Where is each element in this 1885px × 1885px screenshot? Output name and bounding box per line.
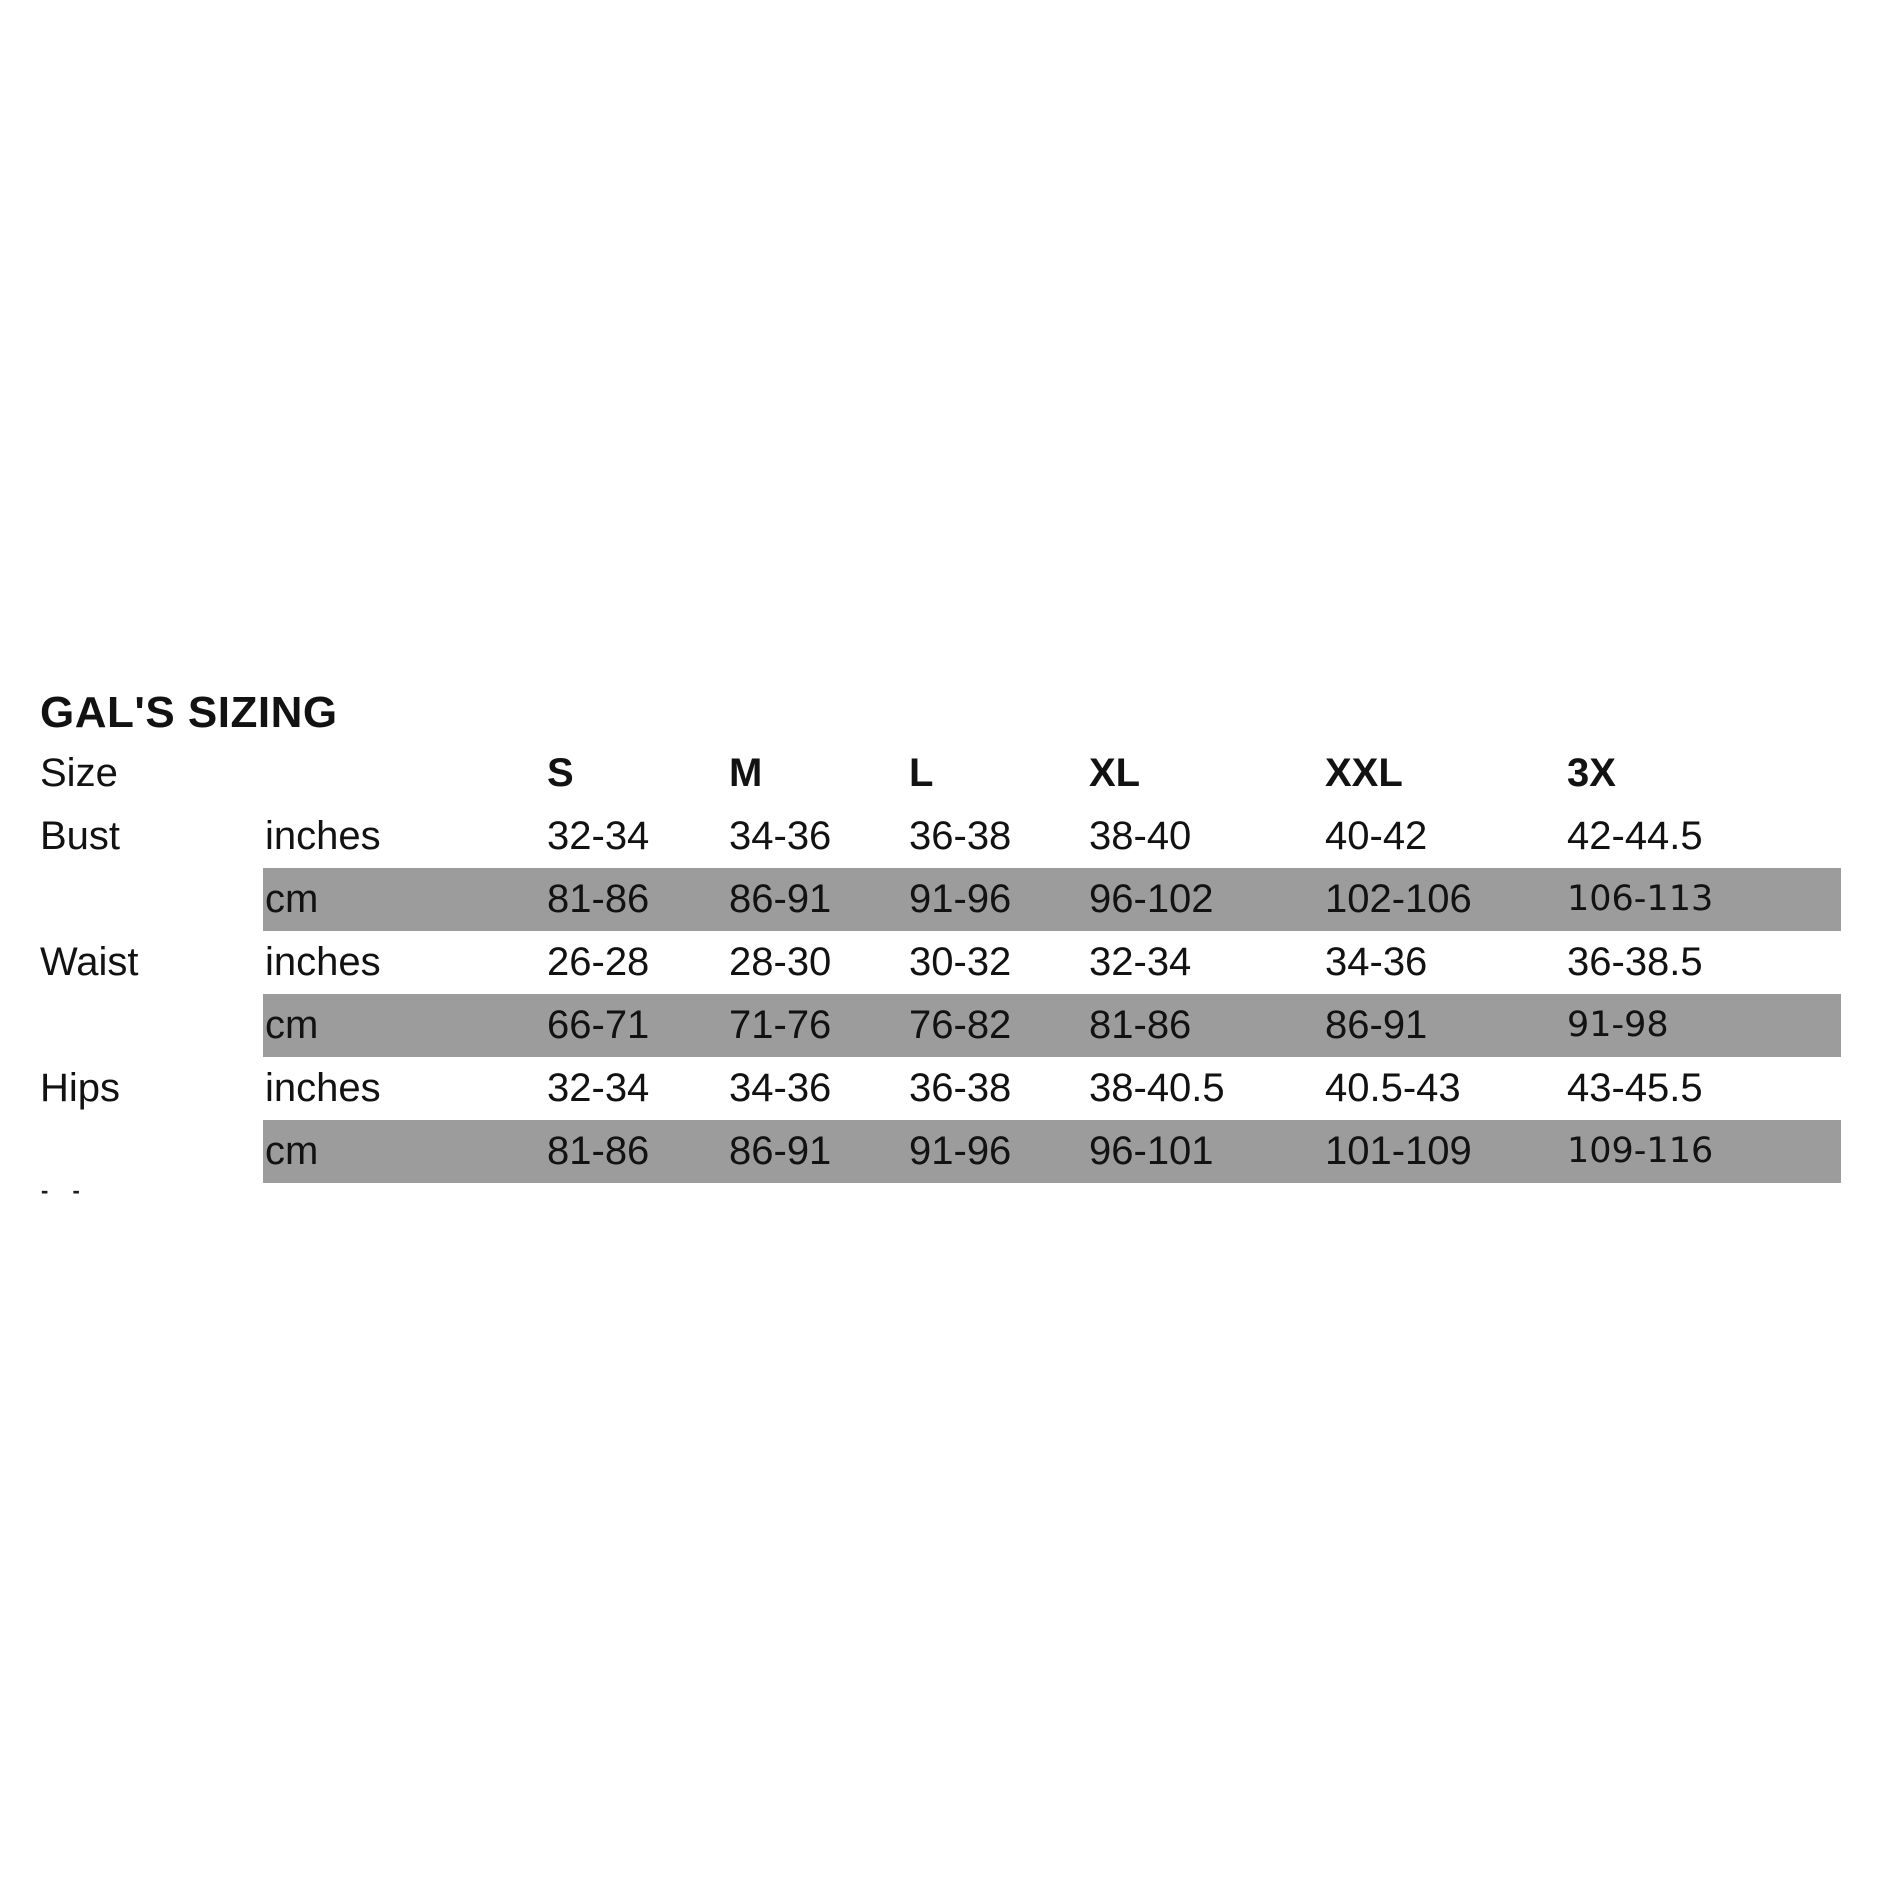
size-value-cell: 40.5-43: [1325, 1066, 1461, 1110]
size-value-cell: 76-82: [907, 994, 1087, 1057]
sizing-table: [0, 684, 1841, 1183]
size-value-cell: 26-28: [547, 940, 650, 984]
size-value-cell: 36-38: [909, 1066, 1012, 1110]
column-header-m: M: [729, 751, 763, 795]
size-value-cell: 34-36: [729, 814, 832, 858]
clipped-text-fragment: - -: [41, 1178, 89, 1200]
size-value-cell: 106-113: [1565, 868, 1841, 931]
size-value-cell: 86-91: [1323, 994, 1565, 1057]
size-value-cell: 32-34: [1089, 940, 1192, 984]
size-value-cell: 109-116: [1565, 1120, 1841, 1183]
table-row-bust-cm: [0, 868, 1841, 931]
row-label: Waist: [40, 940, 139, 984]
size-value-cell: 38-40: [1089, 814, 1192, 858]
column-header-l: L: [909, 751, 934, 795]
size-value-cell: 30-32: [909, 940, 1012, 984]
row-label: [0, 1120, 263, 1183]
row-label: [0, 868, 263, 931]
table-row-waist-cm: [0, 994, 1841, 1057]
size-value-cell: 40-42: [1325, 814, 1428, 858]
column-header-xxl: XXL: [1325, 751, 1403, 795]
size-value-cell: 36-38.5: [1567, 940, 1703, 984]
row-label: [0, 994, 263, 1057]
size-value-cell: 34-36: [1325, 940, 1428, 984]
size-value-cell: 101-109: [1323, 1120, 1565, 1183]
column-header-3x: 3X: [1567, 751, 1616, 795]
size-value-cell: 34-36: [729, 1066, 832, 1110]
table-row-bust-inches: [0, 805, 1841, 868]
page-title: GAL'S SIZING: [40, 688, 338, 737]
column-header-s: S: [547, 751, 574, 795]
row-label: Bust: [40, 814, 121, 858]
size-value-cell: 32-34: [547, 1066, 650, 1110]
row-label: Hips: [40, 1066, 121, 1110]
column-header-xl: XL: [1089, 751, 1141, 795]
size-value-cell: 86-91: [727, 1120, 907, 1183]
size-header-label: Size: [40, 751, 118, 795]
size-value-cell: 81-86: [1087, 994, 1323, 1057]
unit-label: inches: [265, 940, 381, 984]
unit-label: inches: [265, 1066, 381, 1110]
size-value-cell: 86-91: [727, 868, 907, 931]
size-value-cell: 81-86: [545, 868, 727, 931]
table-row-hips-inches: [0, 1057, 1841, 1120]
size-value-cell: 43-45.5: [1567, 1066, 1703, 1110]
table-row-waist-inches: [0, 931, 1841, 994]
size-value-cell: 42-44.5: [1567, 814, 1703, 858]
size-value-cell: 28-30: [729, 940, 832, 984]
size-value-cell: 71-76: [727, 994, 907, 1057]
size-value-cell: 66-71: [545, 994, 727, 1057]
size-value-cell: 32-34: [547, 814, 650, 858]
unit-header-cell: [263, 742, 545, 805]
size-value-cell: 91-98: [1565, 994, 1841, 1057]
unit-label: cm: [263, 868, 545, 931]
size-value-cell: 38-40.5: [1089, 1066, 1225, 1110]
unit-label: cm: [263, 994, 545, 1057]
size-value-cell: 96-102: [1087, 868, 1323, 931]
size-value-cell: 36-38: [909, 814, 1012, 858]
table-header-row: [0, 742, 1841, 805]
unit-label: inches: [265, 814, 381, 858]
size-value-cell: 81-86: [545, 1120, 727, 1183]
size-value-cell: 91-96: [907, 1120, 1087, 1183]
table-row-hips-cm: [0, 1120, 1841, 1183]
size-value-cell: 102-106: [1323, 868, 1565, 931]
size-value-cell: 96-101: [1087, 1120, 1323, 1183]
unit-label: cm: [263, 1120, 545, 1183]
size-value-cell: 91-96: [907, 868, 1087, 931]
